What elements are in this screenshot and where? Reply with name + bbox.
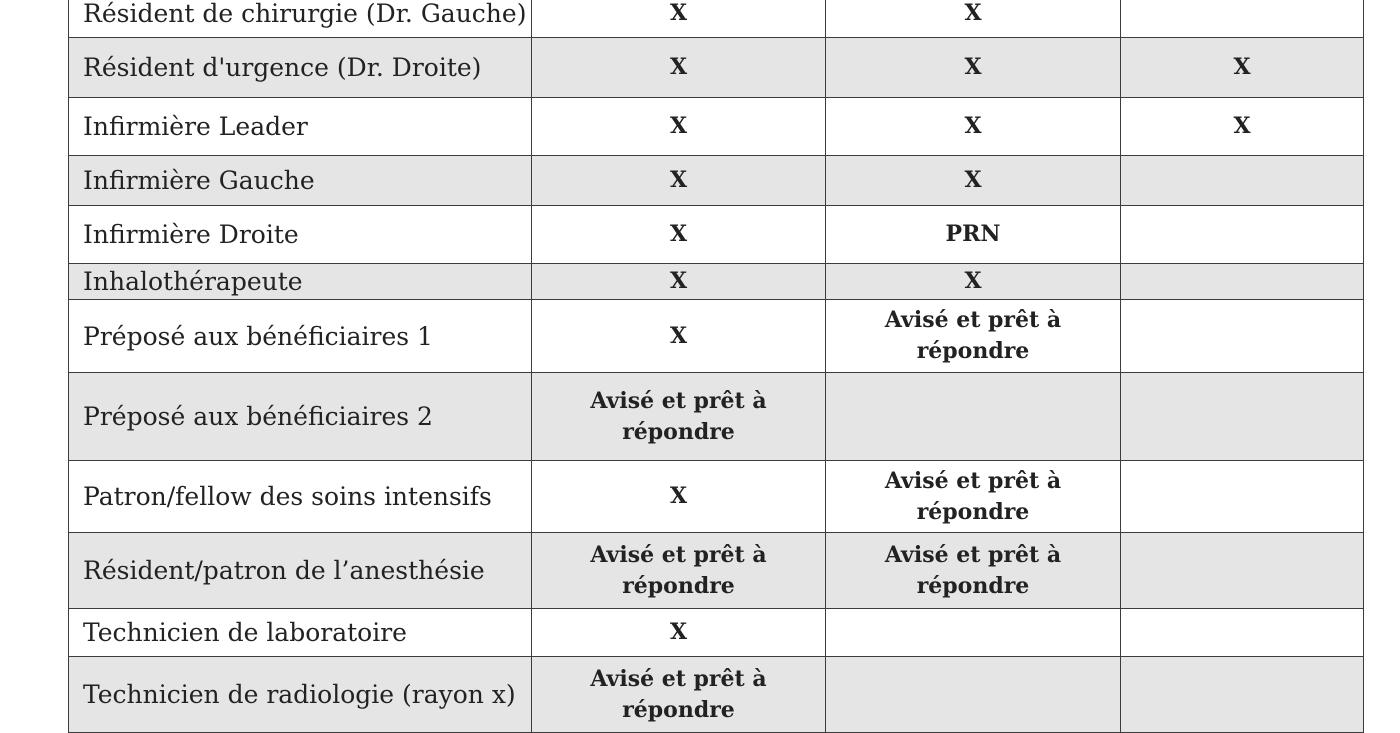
role-cell: Inhalothérapeute xyxy=(69,264,532,300)
response-table xyxy=(68,0,1364,733)
table-row xyxy=(69,206,1364,264)
role-cell: Infirmière Gauche xyxy=(69,156,532,206)
mark-cell: X xyxy=(532,0,826,38)
mark-cell xyxy=(1121,264,1364,300)
table-row xyxy=(69,38,1364,98)
mark-cell: X xyxy=(826,0,1121,38)
mark-cell: X xyxy=(826,156,1121,206)
mark-cell xyxy=(1121,300,1364,373)
mark-cell: PRN xyxy=(826,206,1121,264)
role-cell: Préposé aux bénéficiaires 2 xyxy=(69,373,532,461)
role-cell: Préposé aux bénéficiaires 1 xyxy=(69,300,532,373)
table-row xyxy=(69,0,1364,38)
table-row xyxy=(69,264,1364,300)
role-cell: Technicien de radiologie (rayon x) xyxy=(69,657,532,733)
mark-cell xyxy=(826,609,1121,657)
mark-cell xyxy=(1121,156,1364,206)
mark-cell: X xyxy=(826,98,1121,156)
mark-cell: Avisé et prêt à répondre xyxy=(826,533,1121,609)
table-row xyxy=(69,609,1364,657)
role-cell: Technicien de laboratoire xyxy=(69,609,532,657)
mark-cell: X xyxy=(532,206,826,264)
table-row xyxy=(69,98,1364,156)
table-row xyxy=(69,657,1364,733)
mark-cell xyxy=(1121,533,1364,609)
mark-cell xyxy=(826,373,1121,461)
mark-cell: X xyxy=(532,156,826,206)
mark-cell: Avisé et prêt à répondre xyxy=(826,300,1121,373)
table-row xyxy=(69,461,1364,533)
mark-cell: Avisé et prêt à répondre xyxy=(532,533,826,609)
mark-cell xyxy=(1121,206,1364,264)
role-cell: Infirmière Droite xyxy=(69,206,532,264)
mark-cell: X xyxy=(826,264,1121,300)
table-row xyxy=(69,373,1364,461)
table-row xyxy=(69,533,1364,609)
mark-cell xyxy=(1121,461,1364,533)
mark-cell xyxy=(1121,657,1364,733)
mark-cell: Avisé et prêt à répondre xyxy=(532,657,826,733)
mark-cell xyxy=(1121,0,1364,38)
mark-cell: X xyxy=(826,38,1121,98)
mark-cell: X xyxy=(532,264,826,300)
mark-cell: X xyxy=(1121,38,1364,98)
response-table-wrapper xyxy=(68,0,1363,733)
table-row xyxy=(69,156,1364,206)
role-cell: Résident d'urgence (Dr. Droite) xyxy=(69,38,532,98)
table-row xyxy=(69,300,1364,373)
mark-cell: X xyxy=(1121,98,1364,156)
mark-cell: X xyxy=(532,38,826,98)
role-cell: Infirmière Leader xyxy=(69,98,532,156)
mark-cell: Avisé et prêt à répondre xyxy=(826,461,1121,533)
mark-cell: Avisé et prêt à répondre xyxy=(532,373,826,461)
mark-cell xyxy=(1121,609,1364,657)
mark-cell: X xyxy=(532,461,826,533)
role-cell: Résident de chirurgie (Dr. Gauche) xyxy=(69,0,532,38)
role-cell: Résident/patron de l’anesthésie xyxy=(69,533,532,609)
mark-cell: X xyxy=(532,300,826,373)
mark-cell: X xyxy=(532,609,826,657)
mark-cell xyxy=(1121,373,1364,461)
mark-cell: X xyxy=(532,98,826,156)
mark-cell xyxy=(826,657,1121,733)
role-cell: Patron/fellow des soins intensifs xyxy=(69,461,532,533)
